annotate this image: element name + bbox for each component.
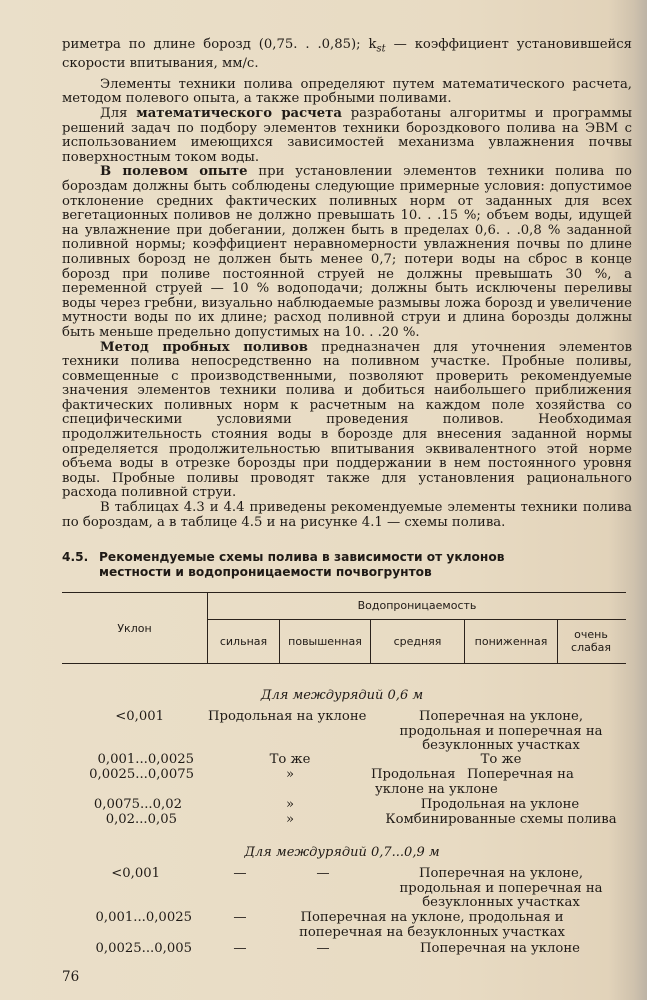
- s2-row3-slope: 0,0025...0,005: [95, 941, 192, 956]
- paragraph-4: Метод пробных поливов предназначен для уточнения элементов техники полива непосредственно на поливном участке. Пробные поливы, совмещенные с производственными, позволяют проверить рекомендуемые значения элементов техники полива и добиться наибольшего приближения фактических поливных норм к расчетным на каждом поле хозяйства со специфическими условиями проведения поливов. Необходимая продолжительность стояния воды в борозде для внесения заданной нормы определяется продолжительностью впитывания эквивалентного этой норме объема воды в отрезке борозды при поддержании в нем постоянного уровня воды. Пробные поливы проводят также для установления рационального расхода поливной струи.: [62, 339, 632, 501]
- paragraph-1: Элементы техники полива определяют путем математического расчета, методом полевого опыта, а также пробными поливами.: [62, 76, 632, 107]
- s1-row3-slope: 0,0025...0,0075: [89, 767, 194, 782]
- s1-row3-b2: Поперечная на уклоне на уклоне: [375, 767, 574, 797]
- header-col-1: сильная: [219, 635, 268, 648]
- s1-row4-slope: 0,0075...0,02: [93, 797, 182, 812]
- s2-row1-c: —: [316, 866, 330, 881]
- header-col-3: средняя: [393, 635, 442, 648]
- s1-row2-slope: 0,001...0,0025: [97, 752, 194, 767]
- table-top-rule: [62, 592, 626, 593]
- s1-row2-b: То же: [480, 752, 522, 767]
- s2-row2-slope: 0,001...0,0025: [95, 910, 192, 925]
- paragraph-3: В полевом опыте при установлении элементов техники полива по бороздам должны быть соблюдены следующие примерные условия: допустимое отклонение средних фактических поливных норм от заданных для всех вегетационных поливов не должно превышать 10. . .15 %; объем воды, идущей на увлажнение при добегании, должен быть в пределах 0,6. . .0,8 % заданной поливной нормы; коэффициент неравномерности увлажнения почвы по длине поливных борозд не должен быть менее 0,7; потери воды на сброс в конце борозд при поливе постоянной струей не должны превышать 30 %, а переменной струей — 10 % водоподачи; должны быть исключены переливы воды через гребни, визуально наблюдаемые размывы ложа борозд и увеличение мутности воды по их длине; расход поливной струи и длина борозды должны быть меньше предельно допустимых на 10. . .20 %.: [62, 164, 632, 340]
- s2-row1-a: —: [233, 866, 247, 881]
- table-title: [62, 550, 622, 580]
- table-header-bottom-rule: [62, 663, 626, 664]
- s2-row3-b: Поперечная на уклоне: [420, 941, 580, 956]
- s1-row1-a: Продольная на уклоне: [208, 709, 367, 724]
- header-col-4: пониженная: [474, 635, 548, 648]
- paragraph-2: Для математического расчета разработаны алгоритмы и программы решений задач по подбору элементов техники бороздкового полива на ЭВМ с использованием имеющихся зависимостей механизма увлажнения почвы поверхностным током воды.: [62, 106, 632, 165]
- s1-row1-b: Поперечная на уклоне, продольная и поперечная на безуклонных участках: [399, 709, 603, 754]
- s1-row5-b: Комбинированные схемы полива: [385, 812, 617, 827]
- s1-row5-a: »: [285, 812, 295, 827]
- s1-row4-b: Продольная на уклоне: [420, 797, 580, 812]
- s1-row3-b1: Продольная: [371, 767, 456, 782]
- s1-row4-a: »: [285, 797, 295, 812]
- body-text: [62, 38, 632, 530]
- s2-row3-a: —: [233, 941, 247, 956]
- section-title-1: Для междурядий 0,6 м: [260, 688, 424, 703]
- paragraph-5: В таблицах 4.3 и 4.4 приведены рекомендуемые элементы техники полива по бороздам, а в таблице 4.5 и на рисунке 4.1 — схемы полива.: [62, 500, 632, 530]
- s1-row3-a: »: [285, 767, 295, 782]
- s1-row5-slope: 0,02...0,05: [105, 812, 177, 827]
- header-col-5: очень слабая: [571, 628, 611, 654]
- s2-row3-c: —: [316, 941, 330, 956]
- section-title-2: Для междурядий 0,7...0,9 м: [244, 845, 440, 860]
- page-number: 76: [62, 969, 80, 985]
- s2-row1-slope: <0,001: [111, 866, 160, 881]
- table-title-line2: местности и водопроницаемости почвогрунтов: [99, 565, 432, 579]
- header-slope: Уклон: [117, 622, 152, 635]
- s2-row2-a: —: [233, 910, 247, 925]
- s2-row1-b: Поперечная на уклоне, продольная и поперечная на безуклонных участках: [399, 866, 603, 911]
- table-header-mid-rule: [208, 619, 626, 620]
- header-permeability: Водопроницаемость: [357, 599, 477, 612]
- paragraph-0: риметра по длине борозд (0,75. . .0,85); $k_{st}$ — коэффициент установившейся скорости впитывания, мм/с.: [62, 37, 632, 72]
- s2-row2-b: Поперечная на уклоне, продольная и поперечная на безуклонных участках: [299, 910, 565, 940]
- s1-row1-slope: <0,001: [115, 709, 164, 724]
- s1-row2-a: То же: [269, 752, 311, 767]
- table-number: 4.5.: [62, 550, 89, 564]
- header-col-2: повышенная: [288, 635, 362, 648]
- table-title-line1: Рекомендуемые схемы полива в зависимости от уклонов: [99, 550, 505, 564]
